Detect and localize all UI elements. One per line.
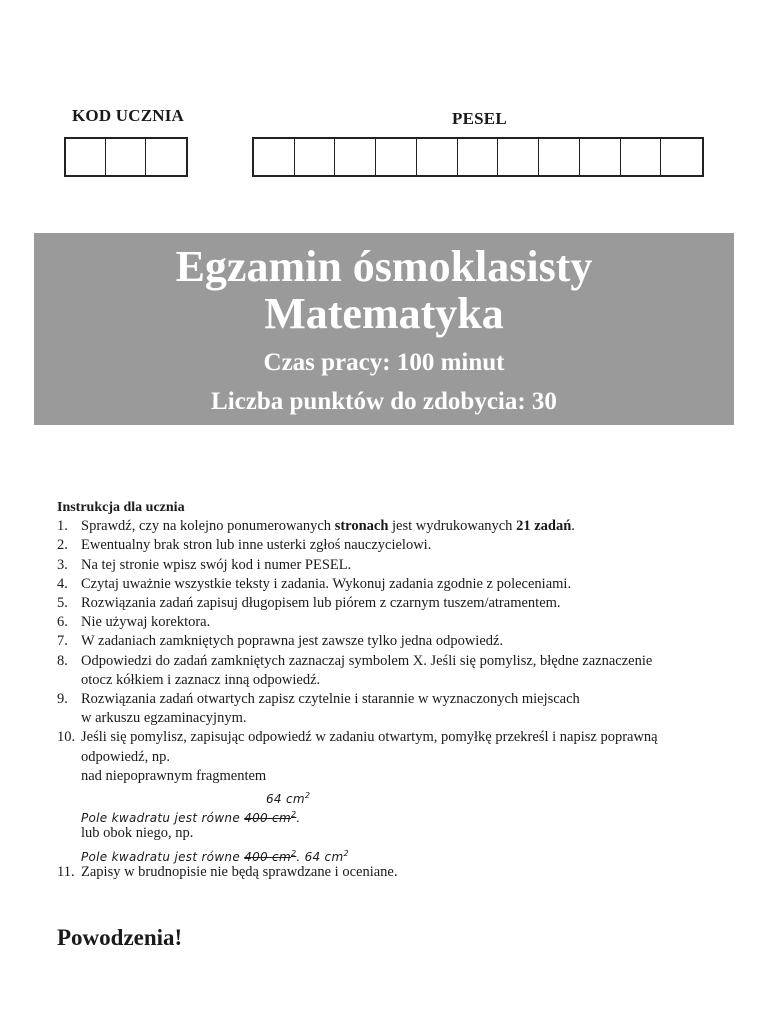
instructions-list bbox=[57, 517, 717, 767]
pesel-label: PESEL bbox=[452, 109, 507, 128]
list-item: 9. Rozwiązania zadań otwartych zapisz czytelnie i starannie w wyznaczonych miejscach w arkuszu egzaminacyjnym. bbox=[57, 691, 580, 727]
pesel-box[interactable] bbox=[295, 139, 336, 175]
pesel-box[interactable] bbox=[539, 139, 580, 175]
kod-ucznia-label: KOD UCZNIA bbox=[72, 106, 185, 125]
list-item: 6. Nie używaj korektora. bbox=[57, 614, 211, 631]
handwritten-correction-line bbox=[57, 786, 717, 805]
example-above-label: nad niepoprawnym fragmentem bbox=[81, 767, 267, 784]
instructions-list-cont bbox=[57, 863, 717, 882]
title-banner bbox=[34, 233, 734, 425]
list-item: 3. Na tej stronie wpisz swój kod i numer PESEL. bbox=[57, 556, 352, 573]
kod-ucznia-boxes[interactable] bbox=[64, 137, 188, 177]
instructions-heading: Instrukcja dla ucznia bbox=[57, 500, 185, 515]
exam-points: Liczba punktów do zdobycia: 30 bbox=[211, 388, 557, 415]
pesel-box[interactable] bbox=[335, 139, 376, 175]
instructions bbox=[57, 498, 717, 882]
exam-subject: Matematyka bbox=[264, 289, 504, 338]
pesel-box[interactable] bbox=[376, 139, 417, 175]
list-item: 5. Rozwiązania zadań zapisuj długopisem lub piórem z czarnym tuszem/atramentem. bbox=[57, 595, 561, 612]
exam-time: Czas pracy: 100 minut bbox=[263, 349, 505, 376]
handwritten-example-above: Pole kwadratu jest równe 400 $cm^2$. bbox=[81, 810, 301, 826]
pesel-box[interactable] bbox=[254, 139, 295, 175]
list-item: 4. Czytaj uważnie wszystkie teksty i zadania. Wykonuj zadania zgodnie z poleceniami. bbox=[57, 575, 572, 592]
exam-title: Egzamin ósmoklasisty bbox=[175, 242, 593, 291]
pesel-box[interactable] bbox=[498, 139, 539, 175]
list-item: 7. W zadaniach zamkniętych poprawna jest zawsze tylko jedna odpowiedź. bbox=[57, 633, 504, 650]
handwritten-example-beside: Pole kwadratu jest równe 400 $cm^2$. 64 $cm^2$ bbox=[81, 848, 349, 864]
list-item: 10. Jeśli się pomylisz, zapisując odpowiedź w zadaniu otwartym, pomyłkę przekreśl i napisz poprawną odpowiedź, np. bbox=[57, 729, 658, 765]
pesel-box[interactable] bbox=[580, 139, 621, 175]
good-luck-text: Powodzenia! bbox=[57, 925, 183, 950]
pesel-box[interactable] bbox=[458, 139, 499, 175]
list-item: 8. Odpowiedzi do zadań zamkniętych zaznaczaj symbolem X. Jeśli się pomylisz, błędne zaznaczenie otocz kółkiem i zaznacz inną odpowiedź. bbox=[57, 652, 653, 688]
kod-ucznia-box[interactable] bbox=[146, 139, 186, 175]
kod-ucznia-box[interactable] bbox=[106, 139, 146, 175]
handwritten-correct-value: 64 $cm^2$ bbox=[266, 791, 311, 807]
list-item: 1. Sprawdź, czy na kolejno ponumerowanych stronach jest wydrukowanych 21 zadań. bbox=[57, 518, 575, 535]
pesel-box[interactable] bbox=[621, 139, 662, 175]
pesel-boxes[interactable] bbox=[252, 137, 704, 177]
pesel-box[interactable] bbox=[661, 139, 702, 175]
example-beside-label: lub obok niego, np. bbox=[81, 825, 194, 842]
list-item: 2. Ewentualny brak stron lub inne usterki zgłoś nauczycielowi. bbox=[57, 537, 432, 554]
kod-ucznia-box[interactable] bbox=[66, 139, 106, 175]
list-item: 11. Zapisy w brudnopisie nie będą sprawdzane i oceniane. bbox=[57, 863, 398, 880]
pesel-box[interactable] bbox=[417, 139, 458, 175]
handwritten-wrong-value: 400 $cm^2$ bbox=[244, 810, 297, 826]
